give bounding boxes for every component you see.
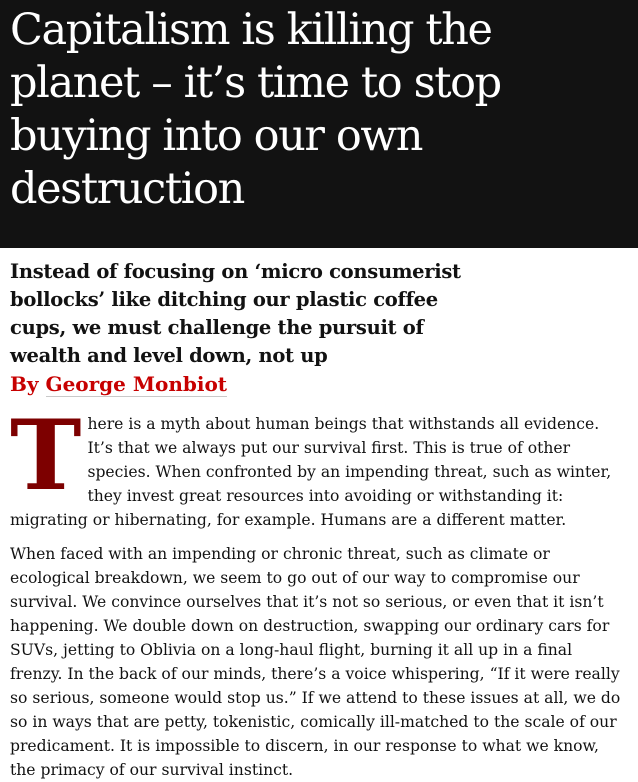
article-standfirst: Instead of focusing on ‘micro consumerist bollocks’ like ditching our plastic coffee cups, we must challenge the pursuit of wealth and level down, not up: [10, 260, 461, 367]
paragraph-1: [10, 399, 628, 532]
author-link[interactable]: George Monbiot: [45, 372, 228, 396]
article-headline: Capitalism is killing the planet – it’s time to stop buying into our own destruction: [10, 5, 501, 214]
paragraph-2: When faced with an impending or chronic threat, such as climate or ecological breakdown, we seem to go out of our way to compromise our survival. We convince ourselves that it’s not so serious, or even that it isn’t happening. We double down on destruction, swapping our ordinary cars for SUVs, jetting to Oblivia on a long-haul flight, burning it all up in a final frenzy. In the back of our minds, there’s a voice whispering, “If it were really so serious, someone would stop us.” If we attend to these issues at all, we do so in ways that are petty, tokenistic, comically ill-matched to the scale of our predicament. It is impossible to discern, in our response to what we know, the primacy of our survival instinct.: [10, 545, 621, 779]
drop-cap: T: [10, 399, 82, 512]
headline-band: [0, 0, 638, 248]
article-body: [10, 399, 628, 782]
byline-prefix: By: [10, 372, 39, 396]
byline: [10, 370, 638, 398]
paragraph-1-text: here is a myth about human beings that withstands all evidence. It’s that we always put our survival first. This is true of other species. When confronted by an impending threat, such as winter, they invest great resources into avoiding or withstanding it: migrating or hibernating, for example. Humans are a different matter.: [10, 415, 612, 529]
